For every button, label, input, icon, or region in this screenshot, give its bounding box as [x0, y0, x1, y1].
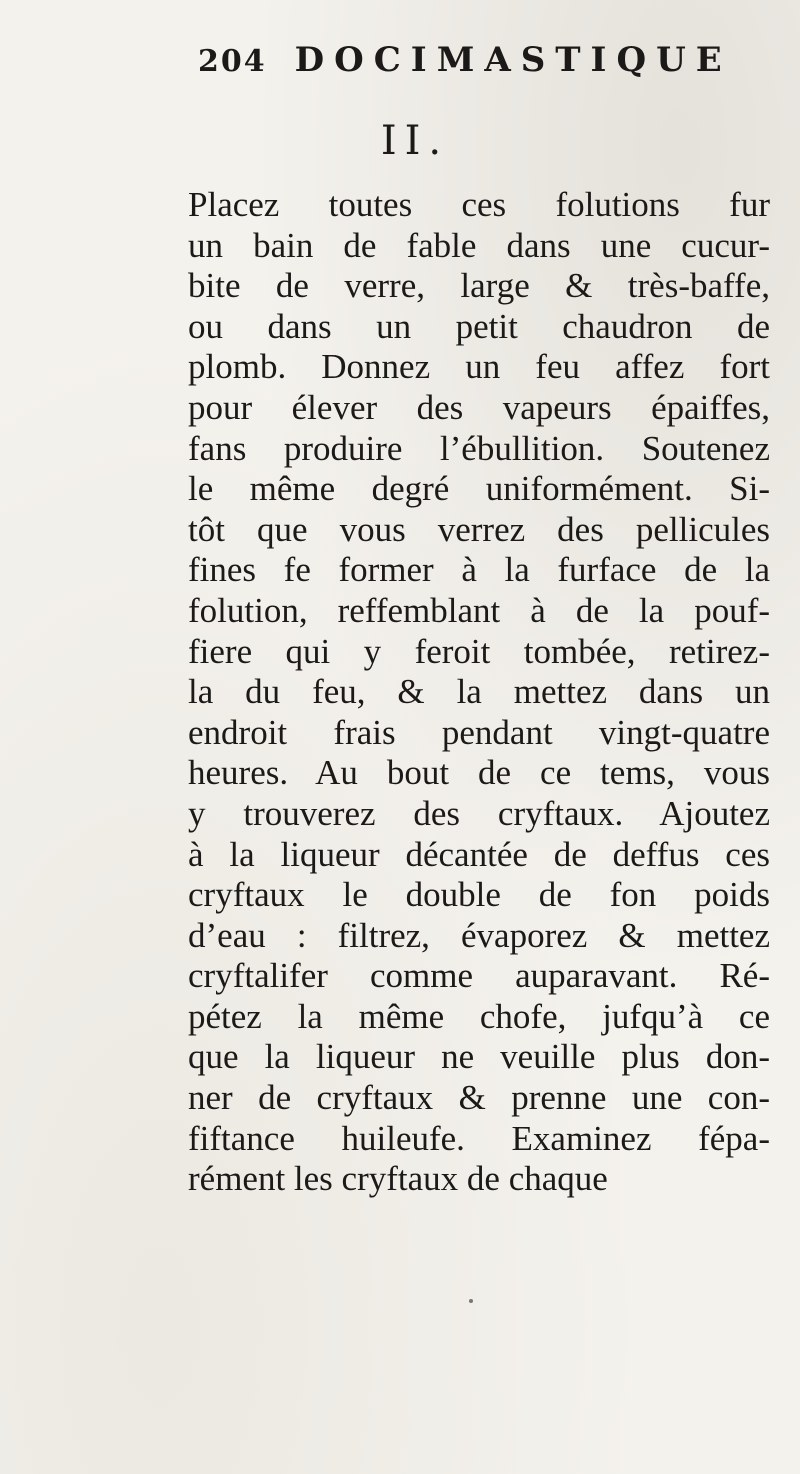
- text-line: fiftance huileufe. Examinez fépa-: [188, 1118, 770, 1158]
- text-line: la du feu, & la mettez dans un: [188, 672, 770, 712]
- text-line: ner de cryftaux & prenne une con-: [188, 1078, 770, 1118]
- text-line: ou dans un petit chaudron de: [188, 306, 770, 346]
- text-line: que la liqueur ne veuille plus don-: [188, 1037, 770, 1077]
- text-line: fines fe former à la furface de la: [188, 550, 770, 590]
- text-line: pétez la même chofe, jufqu’à ce: [188, 996, 770, 1036]
- paper-speck: [469, 1299, 473, 1303]
- text-line: un bain de fable dans une cucur-: [188, 225, 770, 265]
- text-line: cryftaux le double de fon poids: [188, 875, 770, 915]
- running-head: [198, 40, 732, 80]
- text-line: Placez toutes ces folutions fur: [188, 185, 770, 224]
- text-line: y trouverez des cryftaux. Ajoutez: [188, 793, 770, 833]
- text-line: heures. Au bout de ce tems, vous: [188, 753, 770, 793]
- body-paragraph: [188, 185, 770, 1200]
- text-line: à la liqueur décantée de deffus ces: [188, 834, 770, 874]
- text-line: endroit frais pendant vingt-quatre: [188, 712, 770, 752]
- text-line: fiere qui y feroit tombée, retirez-: [188, 631, 770, 671]
- text-line: d’eau : filtrez, évaporez & mettez: [188, 915, 770, 955]
- page-number: 204: [198, 44, 267, 79]
- running-title: DOCIMASTIQUE: [294, 40, 732, 80]
- text-line: folution, reffemblant à de la pouf-: [188, 590, 770, 630]
- text-line: cryftalifer comme auparavant. Ré-: [188, 956, 770, 996]
- text-line: fans produire l’ébullition. Soutenez: [188, 428, 770, 468]
- section-numeral: II.: [380, 118, 450, 164]
- text-line: bite de verre, large & très-baffe,: [188, 266, 770, 306]
- text-line: tôt que vous verrez des pellicules: [188, 509, 770, 549]
- text-line: pour élever des vapeurs épaiffes,: [188, 387, 770, 427]
- text-line: plomb. Donnez un feu affez fort: [188, 347, 770, 387]
- text-line: le même degré uniformément. Si-: [188, 469, 770, 509]
- text-line: rément les cryftaux de chaque: [188, 1159, 608, 1199]
